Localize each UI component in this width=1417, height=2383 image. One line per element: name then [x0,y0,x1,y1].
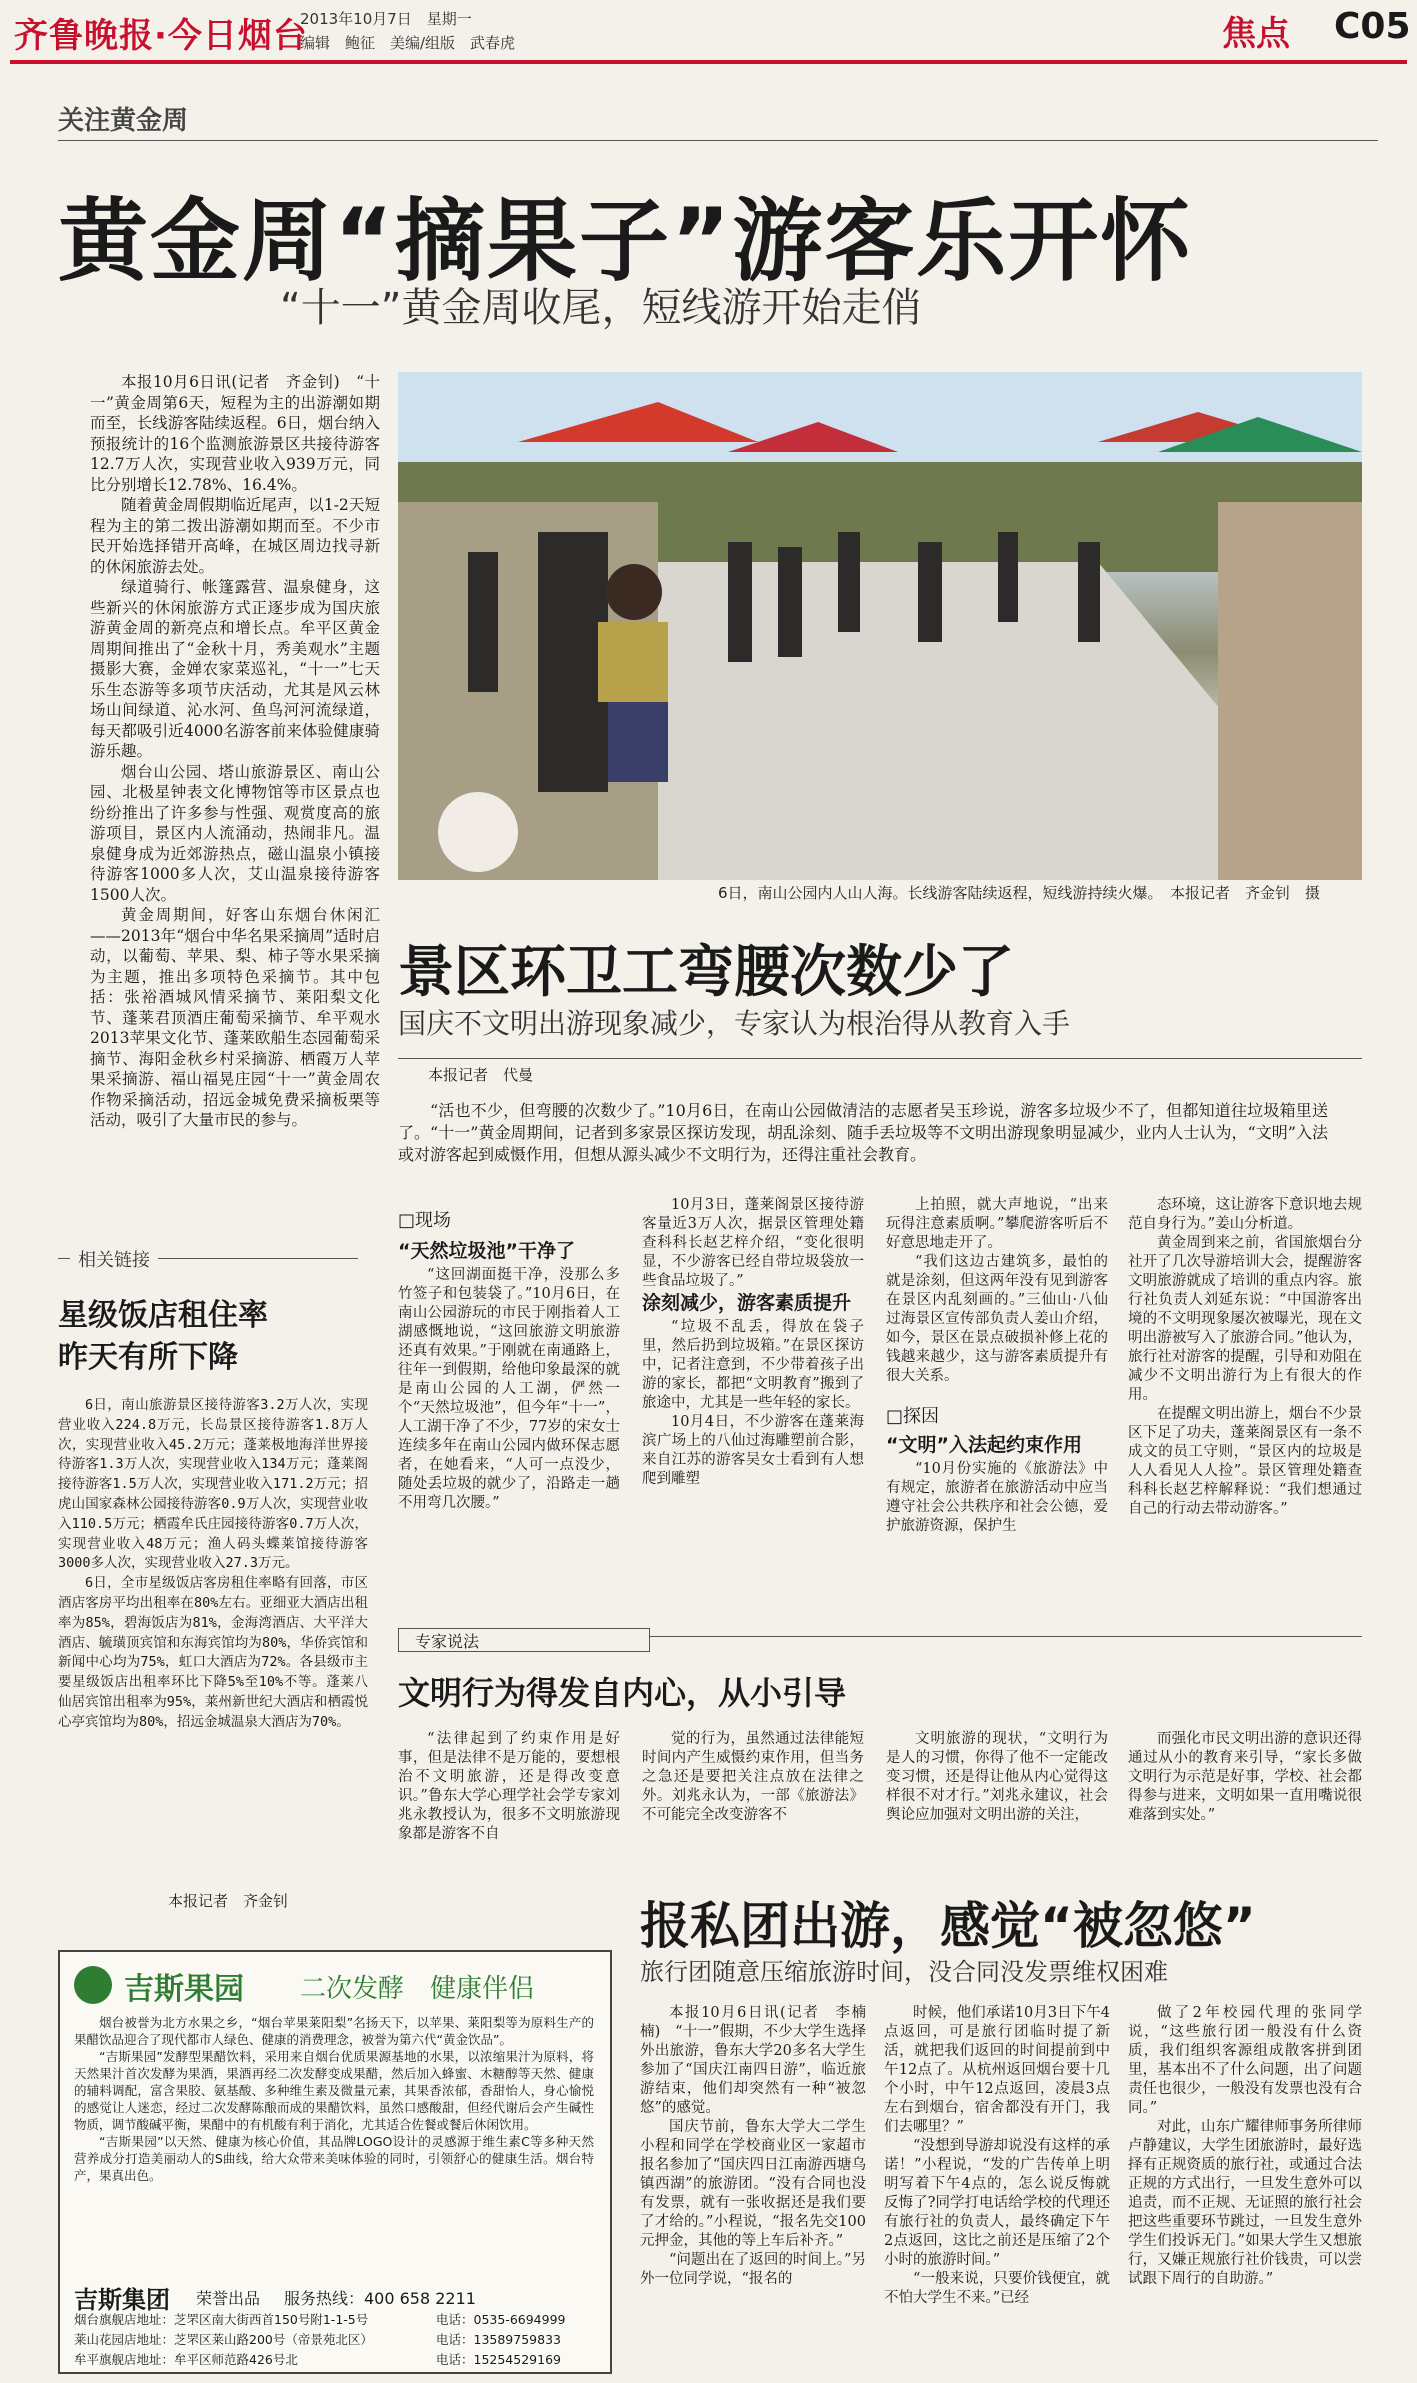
story2-col2b [642,1318,864,1489]
lead-paragraph: 烟台山公园、塔山旅游景区、南山公园、北极星钟表文化博物馆等市区景点也纷纷推出了许多参与性强、观赏度高的旅游项目，景区内人流涌动，热闹非凡。温泉健身成为近郊游热点，磁山温泉小镇接待游客1000多人次，艾山温泉接待游客1500人次。 [90,762,380,904]
story2-col3 [886,1196,1108,1386]
lead-paragraph: 黄金周期间，好客山东烟台休闲汇——2013年“烟台中华名果采摘周”适时启动，以葡萄、苹果、梨、柿子等水果采摘为主题，推出多项特色采摘节。其中包括：张裕酒城风情采摘节、莱阳梨文化节、蓬莱君顶酒庄葡萄采摘节、牟平观水2013苹果文化节、蓬莱欧船生态园葡萄采摘节、海阳金秋乡村采摘游、栖霞万人苹果采摘游、福山福晃庄园“十一”黄金周农作物采摘活动，招远金城免费采摘板栗等活动，吸引了大量市民的参与。 [90,906,380,1129]
expert-paragraph: 觉的行为，虽然通过法律能短时间内产生威慑约束作用，但当务之急还是要把关注点放在法律之外。刘兆永认为，一部《旅游法》不可能完全改变游客不 [642,1731,864,1823]
story2-section-label: □现场 [398,1210,452,1231]
expert-col2 [642,1730,864,1825]
sidebar-title: 昨天有所下降 [58,1340,238,1375]
ad-paragraph: “吉斯果园”发酵型果醋饮料，采用来自烟台优质果源基地的水果，以浓缩果汁为原料，将天然果汁首次发酵为果酒，果酒再经二次发酵变成果醋，然后加入蜂蜜、木糖醇等天然、健康的辅料调配，富含果胶、氨基酸、多种维生素及微量元素，其果香浓郁，香甜怡人，身心愉悦的感觉让人迷恋，经过二次发酵陈酿而成的果醋饮料，虽然口感酸甜，但经代谢后会产生碱性物质，调节酸碱平衡，果醋中的有机酸有利于消化，尤其适合佐餐或餐后休闲饮用。 [74,2049,594,2132]
ad-store-address: 牟平旗舰店地址：牟平区师范路426号北 [74,2352,298,2367]
story2-lead [398,1100,1328,1166]
story3-paragraph: 做了2年校园代理的张同学说，“这些旅行团一般没有什么资质，我们组织客源组成散客拼到团里，基本出不了什么问题，出了问题责任也很少，一般没有发票也没有合同。” [1128,2005,1362,2116]
ad-paragraph: 烟台被誉为北方水果之乡，“烟台苹果莱阳梨”名扬天下，以苹果、莱阳梨等为原料生产的果醋饮品迎合了现代都市人绿色、健康的消费理念，被誉为第六代“黄金饮品”。 [74,2015,594,2047]
masthead-rule [10,60,1407,64]
expert-col3 [886,1730,1108,1825]
story3-paragraph: “没想到导游却说没有这样的承诺！”小程说，“发的广告传单上明明写着下午4点的，怎么说反悔就反悔了?同学打电话给学校的代理还有旅行社的负责人，最终确定下午2点返回，这比之前还是压缩了2个小时的旅游时间。” [884,2138,1110,2268]
story2-paragraph: “这回湖面挺干净，没那么多竹签子和包装袋了。”10月6日，在南山公园游玩的市民于刚指着人工湖感慨地说，“这回旅游文明旅游还真有效果。”于刚就在南通路上，往年一到假期，给他印象最深的就是南山公园的人工湖，俨然一个“天然垃圾池”，但今年“十一”，人工湖干净了不少，77岁的宋女士连续多年在南山公园内做环保志愿者，在她看来，“人可一点没少，随处丢垃圾的就少了，沿路走一趟不用弯几次腰。” [398,1267,620,1511]
sidebar-body [58,1396,368,1733]
issue-date: 2013年10月7日 星期一 [300,10,472,28]
story2-paragraph: 10月4日，不少游客在蓬莱海滨广场上的八仙过海雕塑前合影，来自江苏的游客吴女士看到有人想爬到雕塑 [642,1414,864,1487]
story2-section-title: 涂刻减少，游客素质提升 [642,1292,852,1314]
story3-col2 [884,2004,1110,2308]
story2-paragraph: 在提醒文明出游上，烟台不少景区下足了功夫，蓬莱阁景区有一条不成文的员工守则，“景区内的垃圾是人人看见人人捡”。景区管理处籍查科科长赵艺梓解释说：“我们想通过自己的行动去带动游客。” [1128,1406,1362,1517]
ad-sponsor: 荣誉出品 [196,2289,261,2308]
story3-paragraph: 本报10月6日讯(记者 李楠楠) “十一”假期，不少大学生选择外出旅游，鲁东大学20多名大学生参加了“国庆江南四日游”，临近旅游结束，他们却突然有一种“被忽悠”的感觉。 [640,2005,866,2116]
page-number: C05 [1334,6,1411,47]
expert-label-box [398,1628,650,1652]
story2-lead-paragraph: “活也不少，但弯腰的次数少了。”10月6日，在南山公园做清洁的志愿者吴玉珍说，游客多垃圾少不了，但都知道往垃圾箱里送了。“十一”黄金周期间，记者到多家景区探访发现，胡乱涂刻、随手丢垃圾等不文明出游现象明显减少，业内人士认为，“文明”入法或对游客起到威慑作用，但想从源头减少不文明行为，还得注重社会教育。 [398,1101,1328,1164]
ad-body [74,2014,594,2184]
lead-headline: 黄金周“摘果子”游客乐开怀 [58,189,1193,294]
story2-paragraph: “我们这边古建筑多，最怕的就是涂刻，但这两年没有见到游客在景区内乱刻画的。”三仙山·八仙过海景区宣传部负责人姜山介绍，如今，景区在景点破损补修上花的钱越来越少，这与游客素质提升有很大关系。 [886,1254,1108,1384]
apple-logo-icon [74,1966,112,2004]
story3-title: 报私团出游，感觉“被忽悠” [640,1897,1256,1955]
story2-section-title: “文明”入法起约束作用 [886,1434,1082,1456]
story2-paragraph: 态环境，这让游客下意识地去规范自身行为。”姜山分析道。 [1128,1197,1362,1232]
masthead [0,0,1417,60]
ad-store-phone: 电话：15254529169 [436,2352,561,2367]
editors-line: 编辑 鲍征 美编/组版 武春虎 [300,34,516,52]
story3-paragraph: 时候，他们承诺10月3日下午4点返回，可是旅行团临时提了新活，就把我们返回的时间提前到中午12点了。从杭州返回烟台要十几个小时，中午12点返回，凌晨3点左右到烟台，宿舍都没有开门，我们去哪里？” [884,2005,1110,2135]
ad-brand: 吉斯果园 [124,1972,244,2007]
ad-store-address: 烟台旗舰店地址：芝罘区南大街西首150号附1-1-5号 [74,2312,369,2327]
story2-col3b [886,1460,1108,1536]
story2-section-label: □探因 [886,1406,940,1427]
newspaper-brand: 齐鲁晚报·今日烟台 [14,16,308,56]
story3-paragraph: “问题出在了返回的时间上。”另外一位同学说，“报名的 [640,2252,866,2287]
lead-paragraph: 绿道骑行、帐篷露营、温泉健身，这些新兴的休闲旅游方式正逐步成为国庆旅游黄金周的新亮点和增长点。牟平区黄金周期间推出了“金秋十月，秀美观水”主题摄影大赛，金婵农家菜巡礼，“十一”七天乐生态游等多项节庆活动，尤其是风云林场山间绿道、沁水河、鱼鸟河河流绿道，每天都吸引近4000名游客前来体验健康骑游乐趣。 [90,578,380,760]
ad-hotline: 服务热线：400 658 2211 [284,2289,476,2308]
section-name: 焦点 [1222,14,1290,54]
ad-store-phone: 电话：13589759833 [436,2332,561,2347]
sidebar-paragraph: 6日，南山旅游景区接待游客3.2万人次，实现营业收入224.8万元，长岛景区接待游客1.8万人次，实现营业收入45.2万元；蓬莱极地海洋世界接待游客1.3万人次，实现营业收入134万元；蓬莱阁接待游客1.5万人次，实现营业收入171.2万元；招虎山国家森林公园接待游客0.9万人次，实现营业收入110.5万元；栖霞牟氏庄园接待游客0.7万人次，实现营业收入48万元；渔人码头蝶莱馆接待游客3000多人次，实现营业收入27.3万元。 [58,1397,368,1572]
story2-paragraph: “垃圾不乱丢，得放在袋子里，然后扔到垃圾箱。”在景区探访中，记者注意到，不少带着孩子出游的家长，都把“文明教育”搬到了旅途中，尤其是一些年轻的家长。 [642,1319,864,1411]
story2-paragraph: 上拍照，就大声地说，“出来玩得注意素质啊。”攀爬游客听后不好意思地走开了。 [886,1197,1108,1251]
lead-paragraph: 本报10月6日讯(记者 齐金钊) “十一”黄金周第6天，短程为主的出游潮如期而至，长线游客陆续返程。6日，烟台纳入预报统计的16个监测旅游景区共接待游客12.7万人次，实现营业收入939万元，同比分别增长12.78%、16.4%。 [90,373,380,494]
story3-subtitle: 旅行团随意压缩旅游时间，没合同没发票维权困难 [640,1958,1168,1986]
crowd-photo-illustration [398,372,1362,880]
story3-col3 [1128,2004,1362,2289]
ad-store-phone: 电话：0535-6694999 [436,2312,566,2327]
lead-body [90,372,380,1131]
story2-col4 [1128,1196,1362,1519]
story2-paragraph: “10月份实施的《旅游法》中有规定，旅游者在旅游活动中应当遵守社会公共秩序和社会公德，爱护旅游资源，保护生 [886,1461,1108,1534]
story2-section-title: “天然垃圾池”干净了 [398,1240,575,1262]
story2-byline: 本报记者 代曼 [428,1066,534,1084]
story2-paragraph: 10月3日，蓬莱阁景区接待游客量近3万人次，据景区管理处籍查科科长赵艺梓介绍，“变化很明显，不少游客已经自带垃圾袋放一些食品垃圾了。” [642,1197,864,1289]
ad-tagline: 二次发酵 健康伴侣 [300,1974,535,2004]
story2-title: 景区环卫工弯腰次数少了 [398,940,1014,1005]
news-photo [398,372,1362,880]
ad-group: 吉斯集团 [74,2286,170,2314]
story3-paragraph: 国庆节前，鲁东大学大二学生小程和同学在学校商业区一家超市报名参加了“国庆四日江南游西塘乌镇西湖”的旅游团。“没有合同也没有发票，就有一张收据还是我们要了才给的。”小程说，“报名先交100元押金，其他的等上车后补齐。” [640,2119,866,2249]
sidebar-byline: 本报记者 齐金钊 [168,1892,289,1910]
photo-caption: 6日，南山公园内人山人海。长线游客陆续返程，短线游持续火爆。 本报记者 齐金钊 摄 [718,884,1321,902]
story3-col1 [640,2004,866,2289]
kicker-rule [58,140,1378,141]
story2-paragraph: 黄金周到来之前，省国旅烟台分社开了几次导游培训大会，提醒游客文明旅游就成了培训的重点内容。旅行社负责人刘延东说：“中国游客出境的不文明现象屡次被曝光，现在文明出游被写入了旅游合同。”他认为，旅行社对游客的提醒，引导和劝阻在减少不文明出游行为上有很大的作用。 [1128,1235,1362,1403]
expert-col4 [1128,1730,1362,1825]
ad-store-address: 莱山花园店地址：芝罘区莱山路200号（帝景苑北区） [74,2332,373,2347]
lead-kicker: 关注黄金周 [58,106,189,136]
sidebar-label: 相关链接 [70,1246,158,1272]
expert-paragraph: 而强化市民文明出游的意识还得通过从小的教育来引导，“家长多做文明行为示范是好事，学校、社会都得参与进来，文明如果一直用嘴说很难落到实处。” [1128,1731,1362,1823]
story3-paragraph: 对此，山东广耀律师事务所律师卢静建议，大学生团旅游时，最好选择有正规资质的旅行社，或通过合法正规的方式出行，一旦发生意外可以追责，而不正规、无证照的旅行社会把这些重要环节跳过，一旦发生意外学生们投诉无门。”如果大学生又想旅行，又嫌正规旅行社价钱贵，可以尝试跟下周行的自助游。” [1128,2119,1362,2287]
expert-label: 专家说法 [415,1632,480,1651]
sidebar-title: 星级饭店租住率 [58,1298,268,1333]
story3-paragraph: “一般来说，只要价钱便宜，就不怕大学生不来。”已经 [884,2271,1110,2306]
story2-subtitle: 国庆不文明出游现象减少，专家认为根治得从教育入手 [398,1007,1071,1040]
story2-col2 [642,1196,864,1291]
expert-col1 [398,1730,620,1844]
sidebar-paragraph: 6日，全市星级饭店客房租住率略有回落，市区酒店客房平均出租率在80%左右。亚细亚大酒店出租率为85%，碧海饭店为81%，金海湾酒店、大平洋大酒店、毓璜顶宾馆和东海宾馆均为80%，华侨宾馆和新闻中心均为75%，虹口大酒店为72%。各县级市主要星级饭店出租率环比下降5%至10%不等。蓬莱八仙居宾馆出租率为95%，莱州新世纪大酒店和栖霞悦心亭宾馆均为80%，招远金城温泉大酒店为70%。 [58,1575,368,1730]
advertisement [58,1950,612,2374]
lead-paragraph: 随着黄金周假期临近尾声，以1-2天短程为主的第二拨出游潮如期而至。不少市民开始选择错开高峰，在城区周边找寻新的休闲旅游去处。 [90,496,380,576]
lead-subhead: “十一”黄金周收尾，短线游开始走俏 [280,285,922,331]
story2-rule [398,1058,1362,1059]
ad-paragraph: “吉斯果园”以天然、健康为核心价值，其品牌LOGO设计的灵感源于维生素C等多种天然营养成分打造美丽动人的S曲线，给大众带来美味体验的同时，引领舒心的健康生活。烟台特产，果真出色。 [74,2134,594,2183]
expert-paragraph: 文明旅游的现状，“文明行为是人的习惯，你得了他不一定能改变习惯，还是得让他从内心觉得这样很不对才行。”刘兆永建议，社会舆论应加强对文明出游的关注， [886,1731,1108,1823]
expert-title: 文明行为得发自内心，从小引导 [398,1674,847,1712]
story2-col1 [398,1266,620,1513]
expert-paragraph: “法律起到了约束作用是好事，但是法律不是万能的，要想根治不文明旅游，还是得改变意识。”鲁东大学心理学社会学专家刘兆永教授认为，很多不文明旅游现象都是游客不自 [398,1731,620,1842]
